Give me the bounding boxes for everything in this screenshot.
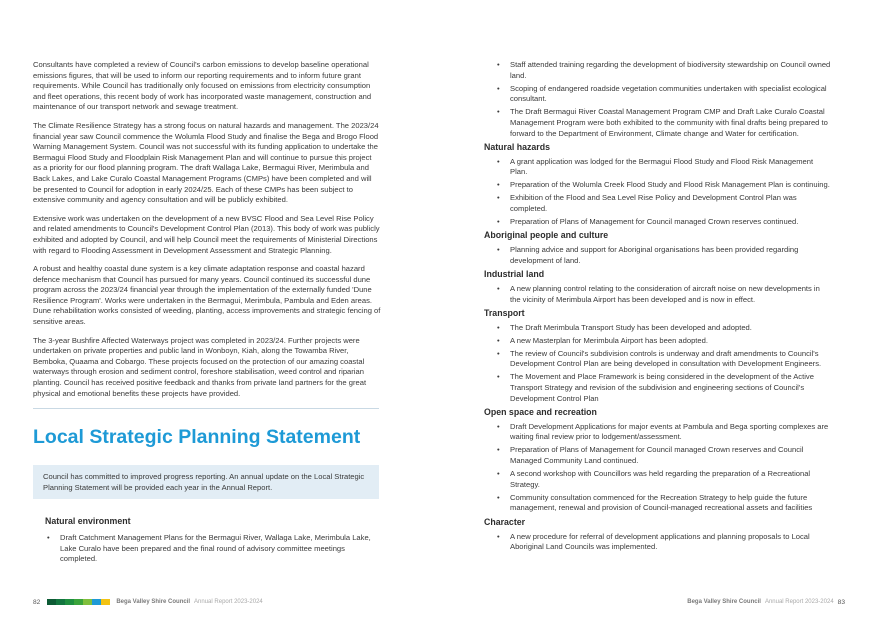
section-list	[484, 323, 832, 405]
list-item	[484, 107, 832, 139]
section-heading: Transport	[484, 307, 525, 318]
callout-box: Council has committed to improved progress reporting. An annual update on the Local Strategic Planning Statement will be provided each year in the Annual Report.	[33, 465, 379, 499]
list-item-text: Planning advice and support for Aboriginal organisations has been provided regarding development of land.	[510, 245, 799, 265]
list-item-text: A new Masterplan for Merimbula Airport has been adopted.	[510, 335, 708, 345]
color-swatch	[83, 599, 92, 605]
right-column	[484, 60, 832, 555]
list-item-text: Preparation of Plans of Management for Council managed Crown reserves and Council Managed Community Land continued.	[510, 445, 804, 466]
section-list	[484, 532, 832, 553]
bullet-icon: •	[497, 372, 500, 382]
list-item	[484, 84, 832, 105]
bullet-icon: •	[497, 60, 500, 69]
footer-report: Annual Report 2023-2024	[764, 599, 834, 605]
footer-org: Bega Valley Shire Council	[687, 599, 761, 605]
section-title: Local Strategic Planning Statement	[33, 426, 361, 448]
list-item	[484, 323, 832, 334]
content-section	[484, 517, 832, 553]
content-section	[484, 142, 832, 228]
list-item	[484, 445, 832, 466]
section-list	[484, 422, 832, 514]
color-swatch	[74, 599, 83, 605]
color-swatch	[65, 599, 74, 605]
list-item-text: Exhibition of the Flood and Sea Level Rise Policy and Development Control Plan was completed.	[510, 193, 797, 214]
bullet-icon: •	[497, 217, 500, 227]
body-paragraph: Consultants have completed a review of Council's carbon emissions to develop baseline operational emissions figures, that will be used to inform our reporting requirements and to inform future grant requirements. While Council has traditionally only focused on emissions from electricity consumption and fleet operations, this recent body of work has incorporated waste management, construction and maintenance of our transport network and sewage treatment.	[33, 60, 372, 112]
list-item-text: Preparation of Plans of Management for Council managed Crown reserves continued.	[510, 217, 799, 227]
body-paragraph: Extensive work was undertaken on the development of a new BVSC Flood and Sea Level Rise Policy and related amendments to Council's Development Control Plan (2013). This body of work was publicly exhibited and adopted by Council, and will help Council meet the requirements of Ministerial Directions with regard to Flooding Assessment in Development Assessment and Strategic Planning.	[33, 213, 380, 255]
bullet-icon: •	[497, 322, 500, 332]
list-item	[484, 193, 832, 214]
right-footer	[687, 597, 845, 607]
list-item-text: Scoping of endangered roadside vegetation communities undertaken with specialist ecological consultant.	[510, 83, 827, 104]
bullet-icon: •	[497, 180, 500, 190]
list-item-text: A second workshop with Councillors was held regarding the preparation of a Recreational Strategy.	[510, 469, 811, 489]
left-page-number: 82	[33, 598, 41, 606]
list-item	[484, 157, 832, 178]
natural-environment-heading: Natural environment	[45, 516, 131, 526]
section-heading: Industrial land	[484, 268, 545, 279]
bullet-icon: •	[497, 531, 500, 541]
natural-environment-section	[45, 516, 379, 567]
list-item-text: A new procedure for referral of development applications and planning proposals to Local Aboriginal Land Councils was implemented.	[510, 531, 810, 552]
list-item	[45, 533, 379, 565]
body-paragraph: The Climate Resilience Strategy has a strong focus on natural hazards and management. The 2023/24 financial year saw Council commence the Wolumla Flood Study and finalise the Bega and Brogo Flood Warning Management System. Council was not successful with its funding application to undertake the Bermagui Flood Study and Floodplain Risk Management Plan and will continue to pursue this project as a priority for our flood planning program. The draft Wallaga Lake, Bermagui River, Merimbula and Back Lakes, and Lake Curalo Coastal Management Programs (CMPs) have been completed and will be presented to Council for adoption in early 2024/25. Each of these CMPs has been subject to extensive community and agency consultation and will be publicly exhibited.	[33, 120, 379, 205]
color-swatch	[47, 599, 56, 605]
section-list	[484, 245, 832, 266]
bullet-icon: •	[497, 107, 500, 117]
footer-org: Bega Valley Shire Council	[116, 599, 191, 605]
left-footer	[33, 597, 263, 607]
content-section	[484, 407, 832, 514]
list-item-text: Draft Catchment Management Plans for the Bermagui River, Wallaga Lake, Merimbula Lake, Lake Curalo have been prepared and the final round of advisory committee meetings completed.	[60, 533, 371, 564]
bullet-icon: •	[497, 469, 500, 479]
bullet-icon: •	[497, 245, 500, 255]
color-swatch	[101, 599, 110, 605]
color-swatch	[56, 599, 65, 605]
body-paragraph: A robust and healthy coastal dune system is a key climate adaptation response and coastal hazard defence mechanism that Council has pursued for many years. Council continued its successful dune program across the 2023/24 financial year through the implementation of the externally funded 'Dune Resilience Program'. Works were undertaken in the Bermagui, Merimbula, Pambula and Eden areas. Dune rehabilitation works consisted of weeding, planting, access improvements and strategic fencing of sensitive areas.	[33, 264, 381, 327]
list-item-text: Draft Development Applications for major events at Pambula and Bega sporting complexes are waiting final review prior to lodgement/assessment.	[510, 421, 829, 442]
list-item-text: The Draft Bermagui River Coastal Management Program CMP and Draft Lake Curalo Coastal Management Program were both exhibited to the community with final drafts being prepared to forward to the Department of Environment, Climate change and Water for certification.	[510, 107, 828, 138]
section-heading: Aboriginal people and culture	[484, 230, 609, 241]
list-item	[484, 372, 832, 404]
list-item	[484, 245, 832, 266]
list-item-text: A grant application was lodged for the Bermagui Flood Study and Flood Risk Management Plan.	[510, 156, 814, 177]
bullet-icon: •	[497, 335, 500, 345]
bullet-icon: •	[497, 445, 500, 455]
list-item	[484, 180, 832, 191]
bullet-icon: •	[497, 83, 500, 93]
bullet-icon: •	[497, 193, 500, 203]
list-item	[484, 532, 832, 553]
content-section	[484, 308, 832, 405]
content-section	[484, 269, 832, 305]
list-item	[484, 493, 832, 514]
list-item	[484, 349, 832, 370]
section-heading: Character	[484, 516, 526, 527]
natural-environment-list	[45, 533, 379, 565]
list-item-text: The Draft Merimbula Transport Study has been developed and adopted.	[510, 322, 752, 332]
list-item-text: The Movement and Place Framework is being considered in the development of the Active Transport Strategy and revision of the subdivision and engineering sections of Council's Development Control Plan	[510, 372, 814, 403]
section-list	[484, 157, 832, 228]
list-item-text: Community consultation commenced for the Recreation Strategy to help guide the future management, renewal and provision of Council-managed recreational assets and facilities	[510, 492, 813, 513]
intro-list	[484, 60, 832, 139]
bullet-icon: •	[47, 533, 50, 542]
content-section	[484, 230, 832, 266]
list-item	[484, 336, 832, 347]
section-list	[484, 284, 832, 305]
list-item-text: Staff attended training regarding the development of biodiversity stewardship on Council owned land.	[510, 60, 831, 80]
bullet-icon: •	[497, 492, 500, 502]
list-item	[484, 217, 832, 228]
color-swatch	[92, 599, 101, 605]
bullet-icon: •	[497, 283, 500, 293]
list-item	[484, 469, 832, 490]
right-sections	[484, 142, 832, 553]
bullet-icon: •	[497, 421, 500, 431]
section-heading: Natural hazards	[484, 141, 550, 152]
list-item	[484, 422, 832, 443]
left-column	[33, 60, 381, 407]
footer-report: Annual Report 2023-2024	[194, 599, 263, 605]
section-heading: Open space and recreation	[484, 406, 597, 417]
bullet-icon: •	[497, 156, 500, 166]
body-paragraph: The 3-year Bushfire Affected Waterways project was completed in 2023/24. Further projects were undertaken on private properties and public land in Wonboyn, Kiah, along the Towamba River, Bemboka, Quaama and Cobargo. These projects focused on the protection of our amazing coastal waterways through erosion and sediment control, foreshore stabilisation, weed control and riparian planting. Council has received positive feedback and thanks from private land partners for the great physical and emotional benefits these projects have provided.	[33, 335, 367, 398]
right-page-number: 83	[837, 598, 845, 606]
bullet-icon: •	[497, 348, 500, 358]
list-item-text: Preparation of the Wolumla Creek Flood Study and Flood Risk Management Plan is continuing.	[510, 180, 830, 190]
section-divider	[33, 408, 379, 409]
list-item-text: A new planning control relating to the consideration of aircraft noise on new developments in the vicinity of Merimbula Airport has been developed and is now in effect.	[510, 283, 820, 304]
color-bar	[47, 599, 110, 605]
list-item	[484, 60, 832, 81]
list-item-text: The review of Council's subdivision controls is underway and draft amendments to Council's Development Control Plan are being developed in consultation with Development Engineers.	[510, 348, 822, 369]
list-item	[484, 284, 832, 305]
